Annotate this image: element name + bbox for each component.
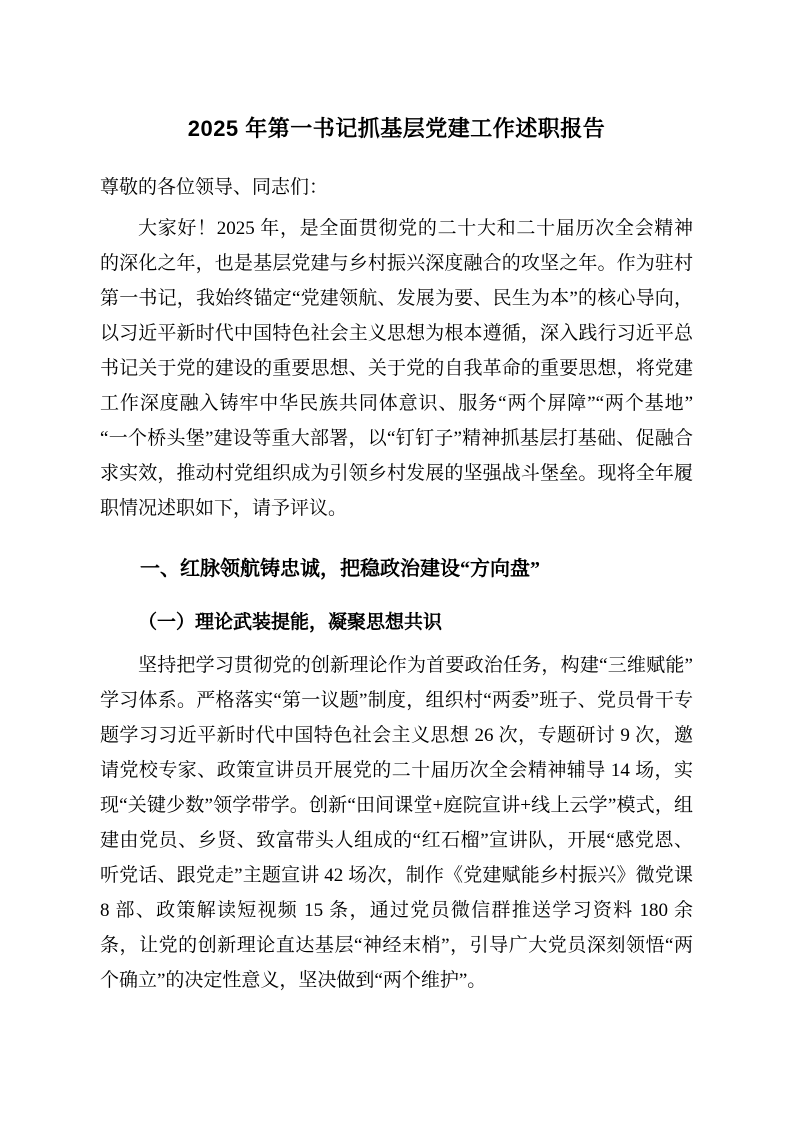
document-title: 2025 年第一书记抓基层党建工作述职报告 xyxy=(187,116,606,141)
salutation-line: 尊敬的各位领导、同志们： xyxy=(100,177,329,198)
section-1-heading: 一、红脉领航铸忠诚，把稳政治建设“方向盘” xyxy=(140,558,540,580)
opening-paragraph: 大家好！2025 年，是全面贯彻党的二十大和二十届历次全会精神的深化之年，也是基层党建与乡村振兴深度融合的攻坚之年。作为驻村第一书记，我始终锚定“党建领航、发展为要、民生为本”的核心导向，以习近平新时代中国特色社会主义思想为根本遵循，深入践行习近平总书记关于党的建设的重要思想、关于党的自我革命的重要思想，将党建工作深度融入铸牢中华民族共同体意识、服务“两个屏障”“两个基地”“一个桥头堡”建设等重大部署，以“钉钉子”精神抓基层打基础、促融合求实效，推动村党组织成为引领乡村发展的坚强战斗堡垒。现将全年履职情况述职如下，请予评议。 xyxy=(100,218,693,519)
section-1-1-paragraph: 坚持把学习贯彻党的创新理论作为首要政治任务，构建“三维赋能”学习体系。严格落实“第一议题”制度，组织村“两委”班子、党员骨干专题学习习近平新时代中国特色社会主义思想 26 次，专题研讨 9 次，邀请党校专家、政策宣讲员开展党的二十届历次全会精神辅导 14 场，实现“关键少数”领学带学。创新“田间课堂+庭院宣讲+线上云学”模式，组建由党员、乡贤、致富带头人组成的“红石榴”宣讲队，开展“感党恩、听党话、跟党走”主题宣讲 42 场次，制作《党建赋能乡村振兴》微党课 8 部、政策解读短视频 15 条，通过党员微信群推送学习资料 180 余条，让党的创新理论直达基层“神经末梢”，引导广大党员深刻领悟“两个确立”的决定性意义，坚决做到“两个维护”。 xyxy=(100,655,693,991)
section-1-1-heading: （一）理论武装提能，凝聚思想共识 xyxy=(138,612,443,633)
